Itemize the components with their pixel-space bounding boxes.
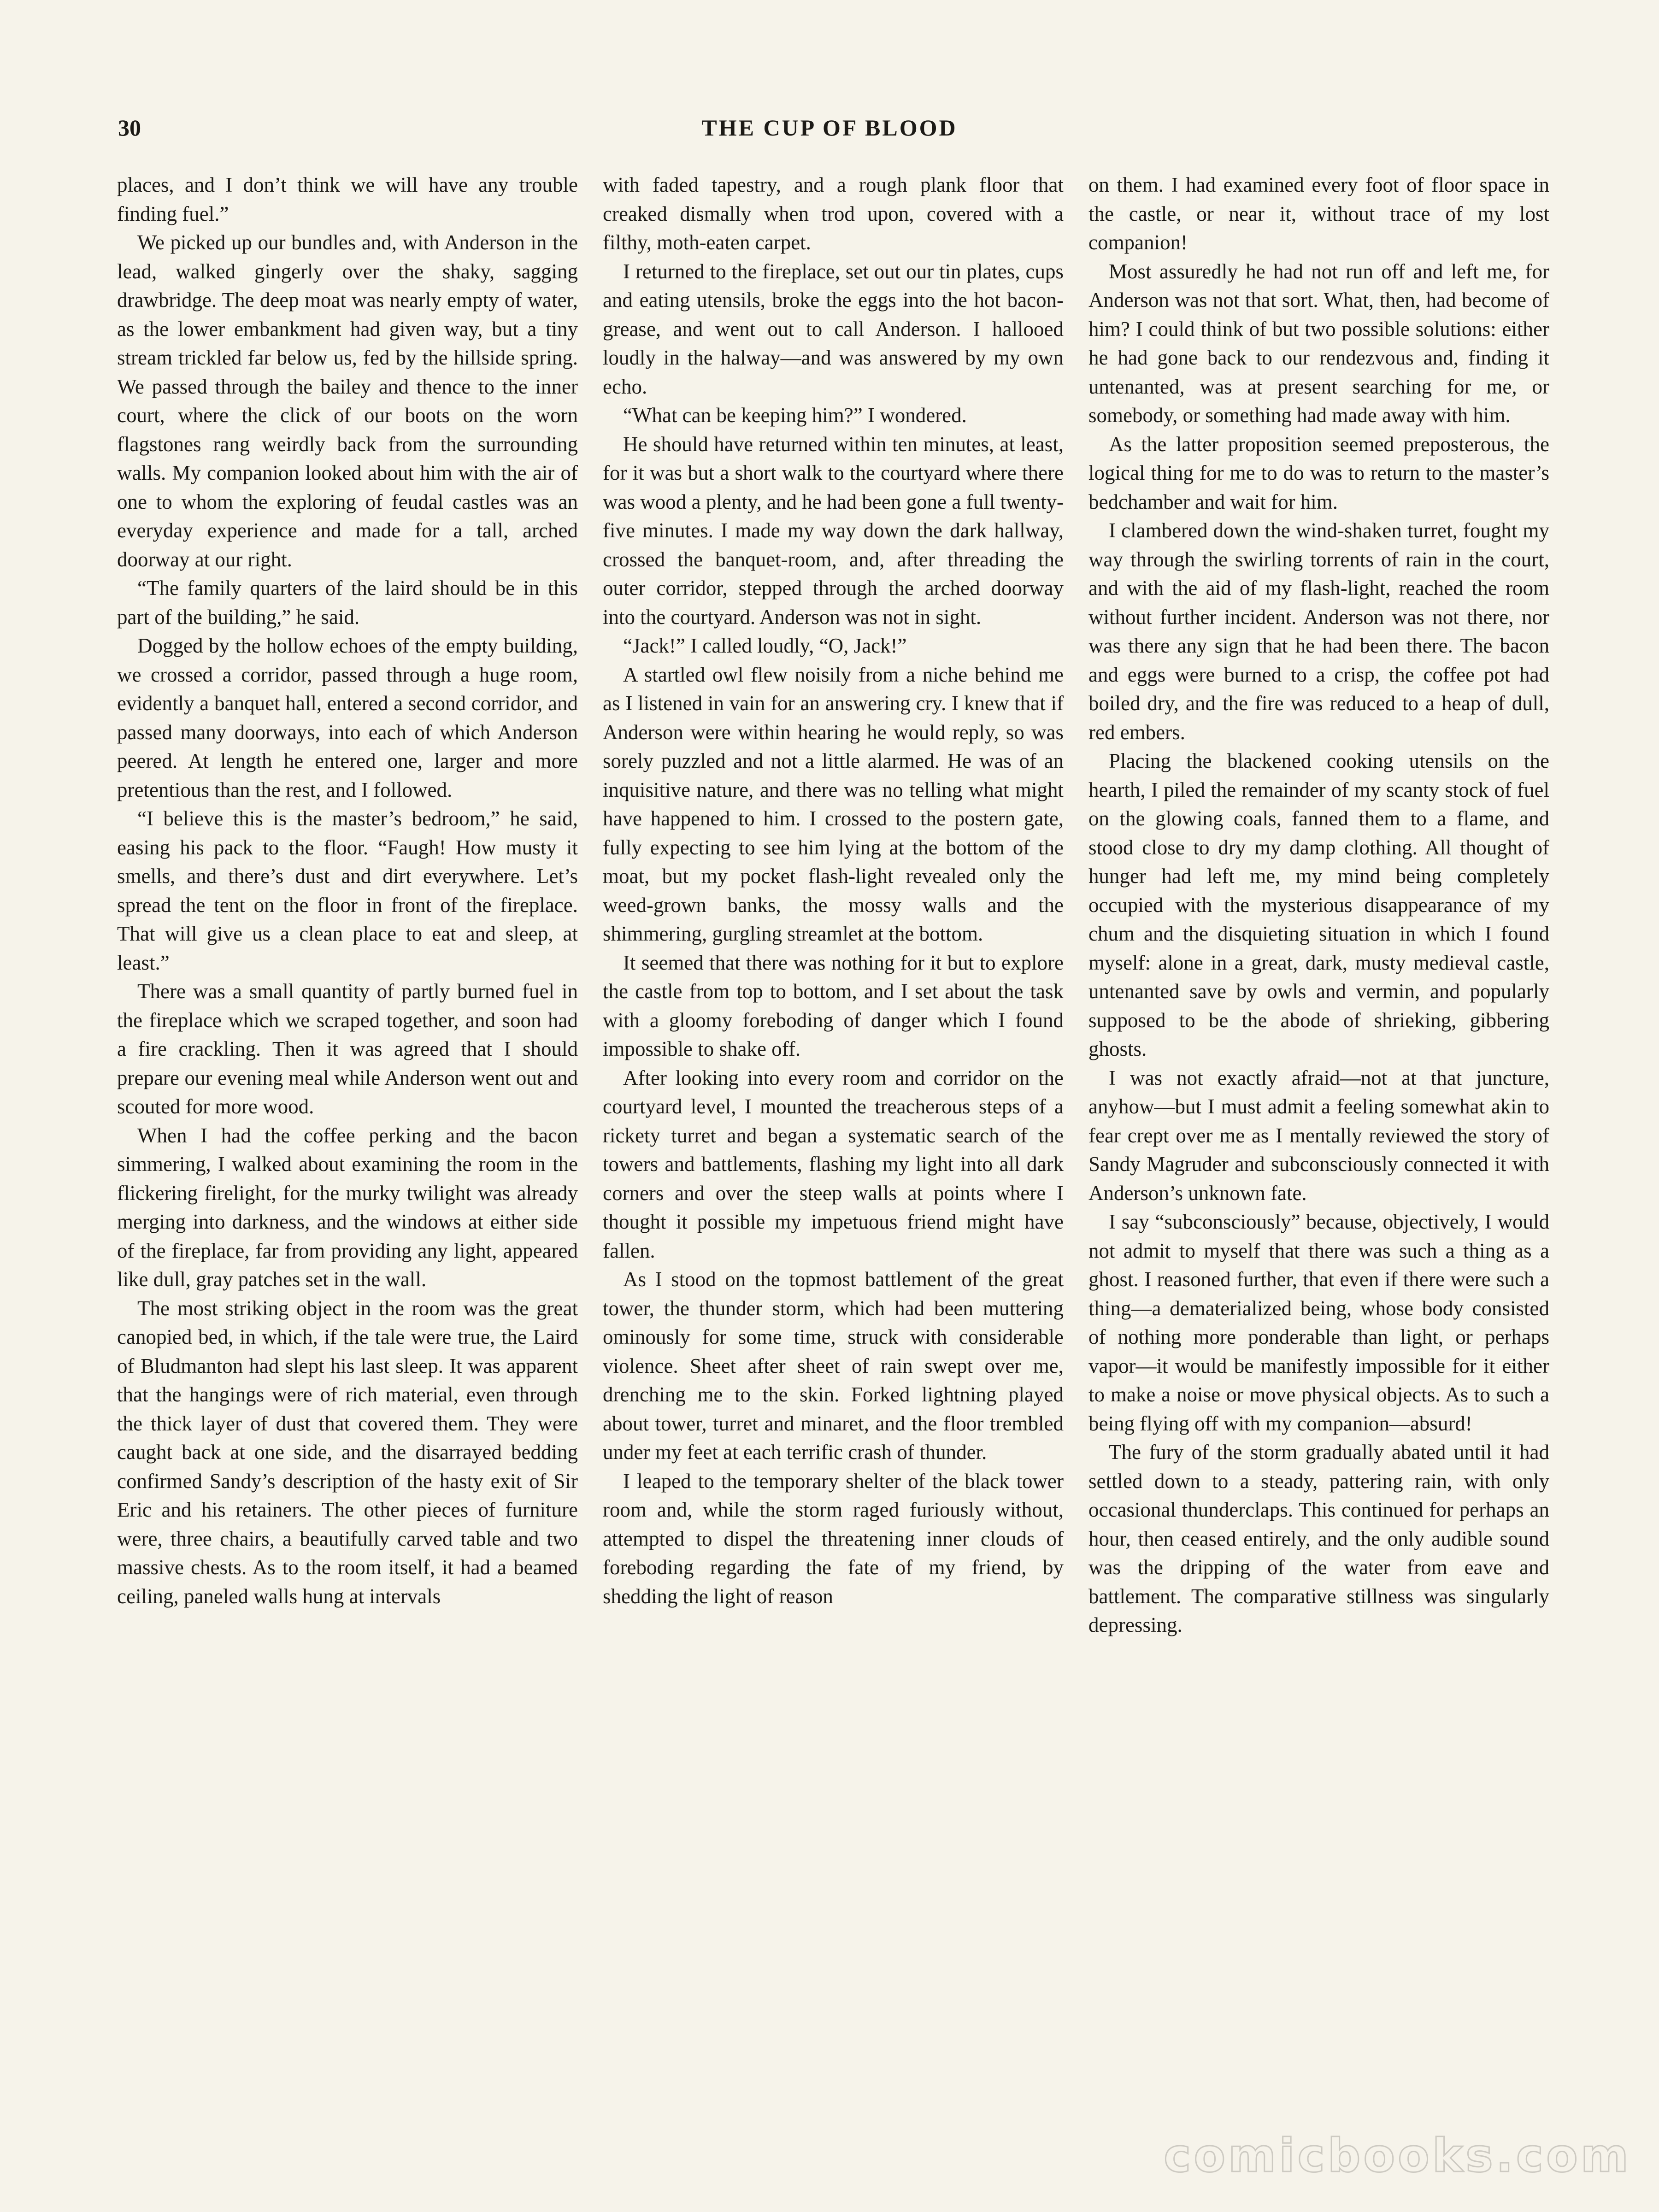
- text-column-2: [603, 171, 1064, 2088]
- paragraph: I returned to the fireplace, set out our tin plates, cups and eating utensils, broke the eggs into the hot bacon-grease, and went out to call Anderson. I hallooed loudly in the halway—and was answered by my own echo.: [603, 259, 1064, 398]
- running-title: THE CUP OF BLOOD: [701, 115, 958, 141]
- paragraph: “The family quarters of the laird should be in this part of the building,” he said.: [117, 577, 578, 629]
- paragraph: “What can be keeping him?” I wondered.: [623, 404, 967, 427]
- page-number: 30: [118, 115, 141, 141]
- text-column-3: [1088, 171, 1549, 2088]
- paragraph: A startled owl flew noisily from a niche behind me as I listened in vain for an answering cry. I knew that if Anderson were within hearing he would reply, so was sorely puzzled and not a little alarmed. He was of an inquisitive nature, and there was no telling what might have happened to him. I crossed to the postern gate, fully expecting to see him lying at the bottom of the moat, but my pocket flash-light revealed only the weed-grown banks, the mossy walls and the shimmering, gurgling streamlet at the bottom.: [603, 663, 1064, 945]
- paragraph: As the latter proposition seemed preposterous, the logical thing for me to do was to return to the master’s bedchamber and wait for him.: [1088, 432, 1549, 513]
- paragraph: As I stood on the topmost battlement of the great tower, the thunder storm, which had been muttering ominously for some time, struck with considerable violence. Sheet after sheet of rain swept over me, drenching me to the skin. Forked lightning played about tower, turret and minaret, and the floor trembled under my feet at each terrific crash of thunder.: [603, 1268, 1064, 1464]
- article-body: [117, 171, 1549, 2088]
- paragraph: I say “subconsciously” because, objectively, I would not admit to myself that there was such a thing as a ghost. I reasoned further, that even if there were such a thing—a dematerialized being, whose body consisted of nothing more ponderable than light, or perhaps vapor—it would be manifestly impossible for it either to make a noise or move physical objects. As to such a being flying off with my companion—absurd!: [1088, 1210, 1549, 1435]
- paragraph: The fury of the storm gradually abated until it had settled down to a steady, pattering rain, with only occasional thunderclaps. This continued for perhaps an hour, then ceased entirely, and the only audible sound was the dripping of the water from eave and battlement. The comparative stillness was singularly depressing.: [1088, 1441, 1549, 1636]
- paragraph: He should have returned within ten minutes, at least, for it was but a short walk to the courtyard where there was wood a plenty, and he had been gone a full twenty-five minutes. I made my way down the dark hallway, crossed the banquet-room, and, after threading the outer corridor, stepped through the arched doorway into the courtyard. Anderson was not in sight.: [603, 432, 1064, 629]
- paragraph: After looking into every room and corridor on the courtyard level, I mounted the treacherous steps of a rickety turret and began a systematic search of the towers and battlements, flashing my light into all dark corners and over the steep walls at points where I thought it possible my impetuous friend might have fallen.: [603, 1066, 1064, 1262]
- paragraph: It seemed that there was nothing for it but to explore the castle from top to bottom, and I set about the task with a gloomy foreboding of danger which I found impossible to shake off.: [603, 951, 1064, 1060]
- paragraph: Placing the blackened cooking utensils on the hearth, I piled the remainder of my scanty stock of fuel on the glowing coals, fanned them to a flame, and stood close to dry my damp clothing. All thought of hunger had left me, my mind being completely occupied with the mysterious disappearance of my chum and the disquieting situation in which I found myself: alone in a great, dark, musty medieval castle, untenanted save by owls and vermin, and popularly supposed to be the abode of shrieking, gibbering ghosts.: [1088, 749, 1549, 1060]
- paragraph: I leaped to the temporary shelter of the black tower room and, while the storm raged furiously without, attempted to dispel the threatening inner clouds of foreboding regarding the fate of my friend, by shedding the light of reason: [603, 1469, 1064, 1608]
- paragraph: I was not exactly afraid—not at that juncture, anyhow—but I must admit a feeling somewhat akin to fear crept over me as I mentally reviewed the story of Sandy Magruder and subconsciously connected it with Anderson’s unknown fate.: [1088, 1066, 1549, 1205]
- paragraph: We picked up our bundles and, with Anderson in the lead, walked gingerly over the shaky, sagging drawbridge. The deep moat was nearly empty of water, as the lower embankment had given way, but a tiny stream trickled far below us, fed by the hillside spring. We passed through the bailey and thence to the inner court, where the click of our boots on the worn flagstones rang weirdly back from the surrounding walls. My companion looked about him with the air of one to whom the exploring of feudal castles was an everyday experience and made for a tall, arched doorway at our right.: [117, 231, 578, 571]
- paragraph: I clambered down the wind-shaken turret, fought my way through the swirling torrents of rain in the court, and with the aid of my flash-light, reached the room without further incident. Anderson was not there, nor was there any sign that he had been there. The bacon and eggs were burned to a crisp, the coffee pot had boiled dry, and the fire was reduced to a heap of dull, red embers.: [1088, 519, 1549, 744]
- paragraph: Most assuredly he had not run off and left me, for Anderson was not that sort. What, then, had become of him? I could think of but two possible solutions: either he had gone back to our rendezvous and, finding it untenanted, was at present searching for me, or somebody, or something had made away with him.: [1088, 259, 1549, 427]
- paragraph: “Jack!” I called loudly, “O, Jack!”: [623, 634, 907, 657]
- site-watermark: comicbooks.com: [1164, 2129, 1631, 2183]
- paragraph: “I believe this is the master’s bedroom,” he said, easing his pack to the floor. “Faugh! How musty it smells, and there’s dust and dirt everywhere. Let’s spread the tent on the floor in front of the fireplace. That will give us a clean place to eat and sleep, at least.”: [117, 807, 578, 974]
- text-column-1: [117, 171, 578, 2088]
- paragraph: on them. I had examined every foot of floor space in the castle, or near it, without trace of my lost companion!: [1088, 173, 1549, 254]
- paragraph: There was a small quantity of partly burned fuel in the fireplace which we scraped together, and soon had a fire crackling. Then it was agreed that I should prepare our evening meal while Anderson went out and scouted for more wood.: [117, 980, 578, 1118]
- paragraph: Dogged by the hollow echoes of the empty building, we crossed a corridor, passed through a huge room, evidently a banquet hall, entered a second corridor, and passed many doorways, into each of which Anderson peered. At length he entered one, larger and more pretentious than the rest, and I followed.: [117, 634, 578, 801]
- paragraph: The most striking object in the room was the great canopied bed, in which, if the tale were true, the Laird of Bludmanton had slept his last sleep. It was apparent that the hangings were of rich material, even through the thick layer of dust that covered them. They were caught back at one side, and the disarrayed bedding confirmed Sandy’s description of the hasty exit of Sir Eric and his retainers. The other pieces of furniture were, three chairs, a beautifully carved table and two massive chests. As to the room itself, it had a beamed ceiling, paneled walls hung at intervals: [117, 1296, 578, 1608]
- paragraph: When I had the coffee perking and the bacon simmering, I walked about examining the room in the flickering firelight, for the murky twilight was already merging into darkness, and the windows at either side of the fireplace, far from providing any light, appeared like dull, gray patches set in the wall.: [117, 1124, 578, 1291]
- paragraph: with faded tapestry, and a rough plank floor that creaked dismally when trod upon, covered with a filthy, moth-eaten carpet.: [603, 173, 1064, 254]
- paragraph: places, and I don’t think we will have any trouble finding fuel.”: [117, 173, 578, 225]
